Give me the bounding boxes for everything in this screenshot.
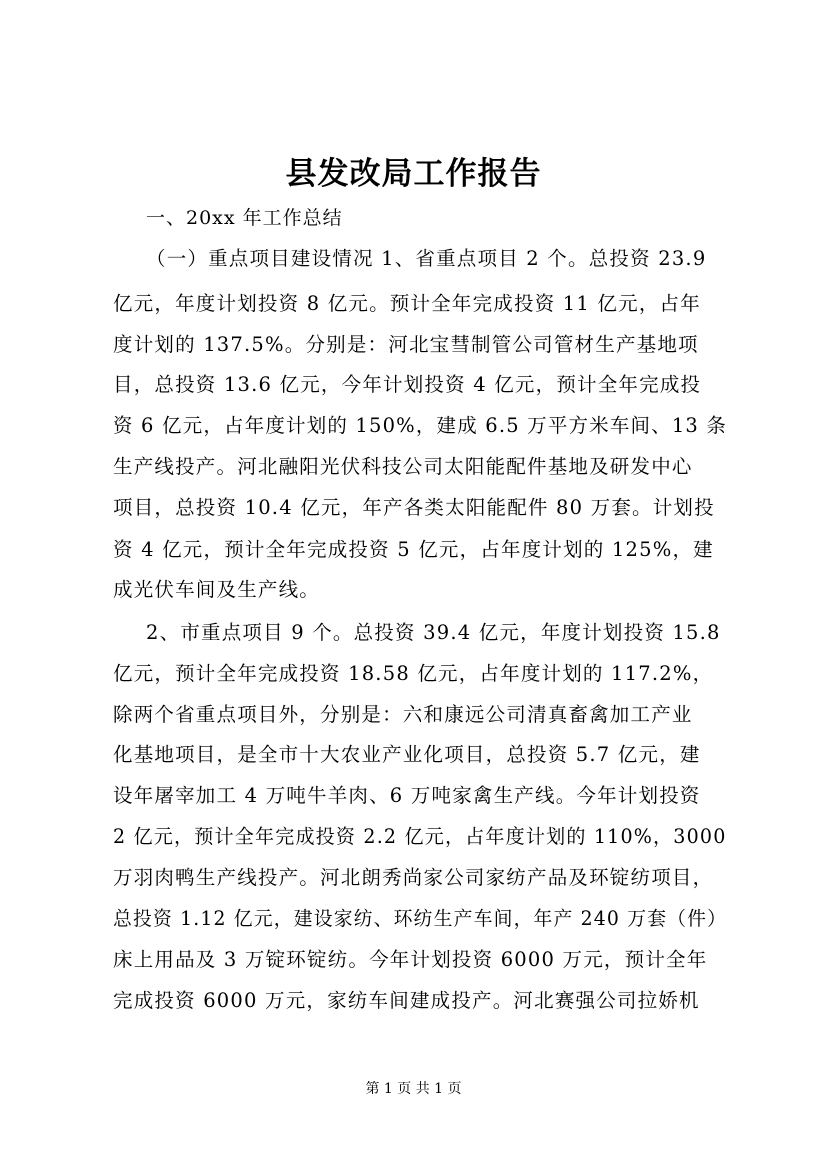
document-title: 县发改局工作报告 xyxy=(285,156,542,192)
paragraph-line: 化基地项目，是全市十大农业产业化项目，总投资 5.7 亿元，建 xyxy=(113,743,701,766)
paragraph-line: 项目，总投资 10.4 亿元，年产各类太阳能配件 80 万套。计划投 xyxy=(113,496,715,519)
paragraph-line: 2、市重点项目 9 个。总投资 39.4 亿元，年度计划投资 15.8 xyxy=(146,621,721,644)
paragraph-line: 除两个省重点项目外，分别是：六和康远公司清真畜禽加工产业 xyxy=(113,703,693,726)
paragraph-line: 度计划的 137.5%。分别是：河北宝彗制管公司管材生产基地项 xyxy=(113,333,699,356)
paragraph-line: 目，总投资 13.6 亿元，今年计划投资 4 亿元，预计全年完成投 xyxy=(113,373,702,396)
paragraph-line: 亿元，预计全年完成投资 18.58 亿元，占年度计划的 117.2%， xyxy=(113,662,714,685)
paragraph-line: 资 4 亿元，预计全年完成投资 5 亿元，占年度计划的 125%，建 xyxy=(113,538,714,561)
paragraph-line: 2 亿元，预计全年完成投资 2.2 亿元，占年度计划的 110%，3000 xyxy=(113,825,727,848)
paragraph-line: 生产线投产。河北融阳光伏科技公司太阳能配件基地及研发中心 xyxy=(113,455,693,478)
section-heading: 一、20xx 年工作总结 xyxy=(146,207,343,229)
paragraph-line: 总投资 1.12 亿元，建设家纺、环纺生产车间，年产 240 万套（件） xyxy=(113,907,728,930)
paragraph-line: 万羽肉鸭生产线投产。河北朗秀尚家公司家纺产品及环锭纺项目， xyxy=(113,866,714,889)
paragraph-line: 亿元，年度计划投资 8 亿元。预计全年完成投资 11 亿元，占年 xyxy=(113,292,701,315)
paragraph-line: （一）重点项目建设情况 1、省重点项目 2 个。总投资 23.9 xyxy=(146,247,707,270)
paragraph-line: 床上用品及 3 万锭环锭纺。今年计划投资 6000 万元，预计全年 xyxy=(113,948,708,971)
paragraph-line: 资 6 亿元，占年度计划的 150%，建成 6.5 万平方米车间、13 条 xyxy=(113,414,728,437)
page-number-footer: 第 1 页 共 1 页 xyxy=(365,1081,462,1097)
paragraph-line: 成光伏车间及生产线。 xyxy=(113,578,321,601)
paragraph-line: 完成投资 6000 万元，家纺车间建成投产。河北赛强公司拉娇机 xyxy=(113,989,700,1012)
paragraph-line: 设年屠宰加工 4 万吨牛羊肉、6 万吨家禽生产线。今年计划投资 xyxy=(113,784,701,807)
